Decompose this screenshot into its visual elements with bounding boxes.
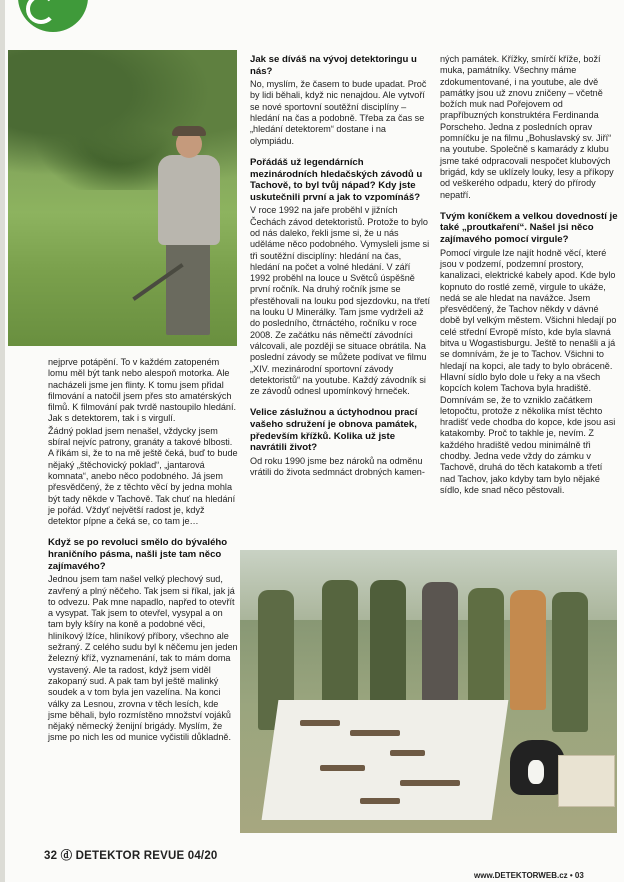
- right-column: [440, 54, 618, 497]
- page-spine: [0, 0, 5, 882]
- find-item: [390, 750, 425, 756]
- answer-dowsing: Pomocí virgule lze najít hodně věcí, které jsou v podzemí, podzemní prostory, kanalizaci, elektrické kabely apod. Kde bylo kopnuto do rostlé země, virgule to ukáže, nedá se ale hledat na navážce. Jsem přesvědčený, že Tachov někdy v dávné době byl velkým městem. Všichni hledají po celé střední Evropě místo, kde byla slavná bitva u Wogastisburgu. Ještě to nenašli a já se domnívám, že je to Tachov. Všichni to hledají na kopci, ale tady to bylo obráceně. Hlavní sídlo bylo dole u řeky a na všech kopcích kolem Tachova byla hradiště. Domnívám se, že to vzniklo začátkem letopočtu, protože z několika míst těchto hradišť vede chodba do kopce, kde jsou asi katakomby. Proč to takhle je, nevím. Z každého hradiště vedou minimálně tři chodby. Jedna vede vždy do zámku v Tachově, druhá do těch katakomb a třetí nad Tachov, jako kdyby tam bylo nějaké sídlo, kde snad něco pěstovali.: [440, 247, 617, 495]
- man-body: [158, 155, 220, 245]
- question-dowsing: Tvým koníčkem a velkou dovedností je také „proutkaření“. Našel jsi něco zajímavého pomocí virgule?: [440, 210, 618, 246]
- find-item: [320, 765, 365, 771]
- find-item: [300, 720, 340, 726]
- man-legs: [166, 240, 210, 335]
- find-item: [360, 798, 400, 804]
- answer-monuments-start: Od roku 1990 jsme bez nároků na odměnu vrátili do života sedmnáct drobných kamen-: [250, 455, 425, 478]
- person: [322, 580, 358, 715]
- left-column: [48, 357, 238, 745]
- find-item: [350, 730, 400, 736]
- magazine-logo-icon: [18, 0, 88, 32]
- left-paragraph-2: Žádný poklad jsem nenašel, vždycky jsem sbíral nejvíc patrony, granáty a takové blbosti. A říkám si, že to na mě ještě čeká, buď to bude nějaký „štěchovický poklad“, „jantarová komnata“, anebo něco podobného. Já jsem přesvědčený, že z těchto věcí by jedna mohla být tady někde v Tachově. Tak chuť na hledání je pořád. Vždyť největší radost je, když detektor pípne a čeká se, co tam je…: [48, 425, 238, 527]
- cardboard-box: [558, 755, 615, 807]
- answer-monuments-cont: ných památek. Křížky, smírčí kříže, boží muka, památníky. Všechny máme zdokumentované, i na youtube, ale dvě památky jsou už znovu zničeny – včetně božích muk nad Pořejovem od prapříbuzných konstruktéra Ferdinanda Porscheho. Jedna z posledních oprav pomníčku je na filmu „Bohuslavský sv. Jiří“ na youtube. Společně s kamarády z klubu jsme také odpracovali nespočet klubových brigád, kdy se uklízely louky, lesy a příkopy od veškerého odpadu, který do přírody nepatří.: [440, 54, 614, 200]
- left-paragraph-1: nejprve potápění. To v každém zatopeném lomu měl být tank nebo alespoň motorka. Ale nacházeli jsme jen flinty. K tomu jsem přidal filmování a natočil jsem přes sto amatérských filmů. K filmování pak tvrdě nastoupilo hledání. Jak s detektorem, tak i s virgulí.: [48, 357, 237, 424]
- question-revolution: Když se po revoluci smělo do bývalého hraničního pásma, našli jste tam něco zajímavého?: [48, 537, 228, 572]
- answer-development: No, myslím, že časem to bude upadat. Proč by lidi běhali, když nic nenajdou. Ale vytvoří se nové sportovní soutěžní disciplíny – hledání na čas a podobně. Třeba za čas se „hledání detektorem“ dostane i na olympiádu.: [250, 79, 427, 146]
- question-development: Jak se díváš na vývoj detektoringu u nás?: [250, 54, 417, 77]
- middle-column: [250, 54, 432, 479]
- person: [552, 592, 588, 732]
- person: [422, 582, 458, 702]
- person: [370, 580, 406, 710]
- photo-man-with-detector: [8, 50, 237, 346]
- dog: [510, 740, 565, 795]
- answer-competitions: V roce 1992 na jaře proběhl v jižních Čechách závod detektoristů. Protože to bylo od nás daleko, řekli jsme si, že u nás uděláme něco podobného. Vymysleli jsme si tři soutěžní disciplíny: hledání na čas, hledání na počet a volné hledání. V září 1992 proběhl na louce u Světců úspěšně první ročník. Na druhý ročník jsme se přestěhovali na louku pod sjezdovku, na třetí na louku U Minerálky. Tam jsme vydrželi až do posledního, čtrnáctého, ročníku v roce 2008. Ze začátku nás němečtí závodníci válcovali, ale později se situace obrátila. Na poslední závody se můžete podívat ve filmu „XIV. mezinárodní sportovní závody detektoristů“ na youtube. Každý závodník si ze závodů odnesl upomínkový hrneček.: [250, 205, 430, 397]
- question-competitions: Pořádáš už legendárních mezinárodních hledačských závodů u Tachově, to byl tvůj nápad? Kdy jste uskutečnili první a jak to vzpomínáš?: [250, 156, 423, 203]
- question-monuments: Velice záslužnou a úctyhodnou prací vašeho sdružení je obnova památek, především křížků. Kolika už jste navrátili život?: [250, 407, 418, 454]
- answer-revolution: Jednou jsem tam našel velký plechový sud, zavřený a plný něčeho. Tak jsem si říkal, jak já to odvezu. Pak mne napadlo, napřed to otevřít a vysypat. Tak jsem to otevřel, vysypal a on tam byly kšíry na koně a podobné věci, hliníkový lžíce, hliníkový příbory, všechno ale sežraný. Z celého sudu byl k něčemu jen jeden železný kříž, vyznamenání, tak to mám doma vystavený. Ale ta radost, když jsem viděl zakopaný sud. A pak tam byl ještě malinký soudek a v tom byla jen vazelína. Na konci války za Lesnou, zrovna v těch lesích, kde jsme běhali, bylo rozmístěno množství vojáků nějaký německý ženijní brigády. Myslím, že jsme po nich les od munice vyčistili důkladně.: [48, 574, 238, 743]
- page-footer: 32 ⓓ DETEKTOR REVUE 04/20: [44, 850, 218, 862]
- find-item: [400, 780, 460, 786]
- photo-group-with-finds: [240, 550, 617, 833]
- site-footer: www.DETEKTORWEB.cz • 03: [474, 871, 584, 880]
- man-hat: [172, 126, 206, 136]
- person: [510, 590, 546, 710]
